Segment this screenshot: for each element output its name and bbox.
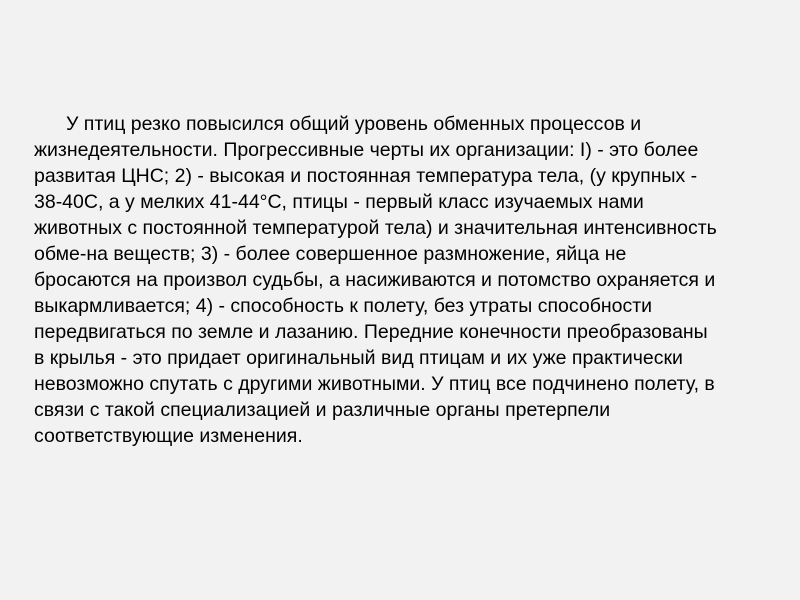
text-line: развитая ЦНС; 2) - высокая и постоянная температура тела, (у крупных - <box>34 165 698 187</box>
text-line: невозможно спутать с другими животными. У птиц все подчинено полету, в <box>34 373 715 395</box>
text-line: 38-40С, а у мелких 41-44°С, птицы - первый класс изучаемых нами <box>34 191 644 213</box>
text-line: У птиц резко повысился общий уровень обменных процессов и <box>66 113 642 135</box>
text-line: обме-на веществ; 3) - более совершенное размножение, яйца не <box>34 243 627 265</box>
text-line: в крылья - это придает оригинальный вид птицам и их уже практически <box>34 347 683 369</box>
text-line: связи с такой специализацией и различные органы претерпели <box>34 399 611 421</box>
text-line: выкармливается; 4) - способность к полету, без утраты способности <box>34 295 653 317</box>
text-line: бросаются на произвол судьбы, а насиживаются и потомство охраняется и <box>34 269 716 291</box>
text-line: передвигаться по земле и лазанию. Передние конечности преобразованы <box>34 321 708 343</box>
text-line: животных с постоянной температурой тела) и значительная интенсивность <box>34 217 717 239</box>
paragraph-text <box>34 111 794 449</box>
text-line: жизнедеятельности. Прогрессивные черты их организации: I) - это более <box>34 139 699 161</box>
text-line: соответствующие изменения. <box>34 425 303 447</box>
